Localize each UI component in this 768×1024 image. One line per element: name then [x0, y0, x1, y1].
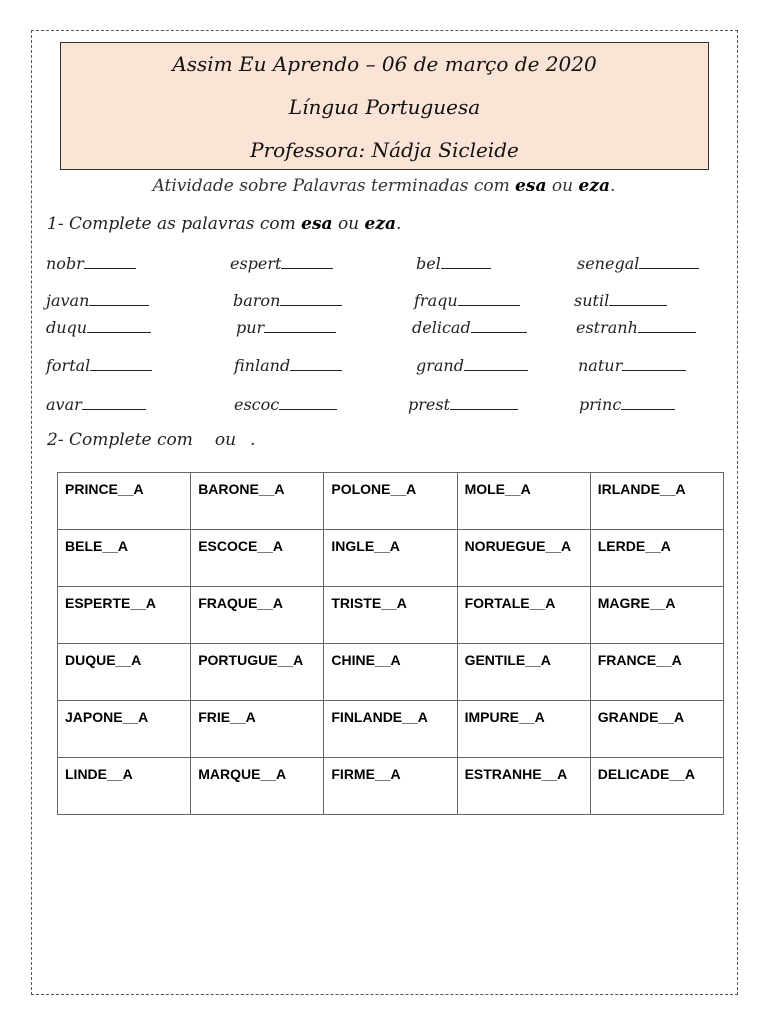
- table-cell: IRLANDE__A: [590, 473, 723, 530]
- activity-subtitle: [0, 176, 768, 196]
- table-cell: GRANDE__A: [590, 701, 723, 758]
- q2-prefix: 2- Complete com: [47, 430, 193, 450]
- table-cell: BELE__A: [58, 530, 191, 587]
- table-row: [58, 758, 724, 815]
- table-cell: MARQUE__A: [191, 758, 324, 815]
- subtitle-suffix: .: [610, 176, 616, 196]
- table-cell: NORUEGUE__A: [457, 530, 590, 587]
- table-cell: GENTILE__A: [457, 644, 590, 701]
- subtitle-middle: ou: [546, 176, 579, 196]
- subtitle-prefix: Atividade sobre Palavras terminadas com: [152, 176, 516, 196]
- word-item: sutil: [574, 291, 667, 310]
- table-cell: IMPURE__A: [457, 701, 590, 758]
- table-cell: ESCOCE__A: [191, 530, 324, 587]
- q1-middle: ou: [332, 214, 365, 234]
- word-table: [57, 472, 724, 815]
- subtitle-esa: esa: [515, 176, 547, 196]
- table-cell: FRANCE__A: [590, 644, 723, 701]
- word-item: avar: [46, 395, 146, 414]
- table-cell: JAPONE__A: [58, 701, 191, 758]
- word-item: prest: [408, 395, 518, 414]
- q1-prefix: 1- Complete as palavras com: [47, 214, 302, 234]
- table-cell: FORTALE__A: [457, 587, 590, 644]
- word-item: fortal: [46, 356, 152, 375]
- word-item: baron: [233, 291, 342, 310]
- word-item: espert: [230, 254, 333, 273]
- table-cell: LINDE__A: [58, 758, 191, 815]
- header-box: [60, 42, 709, 170]
- word-item: delicad: [412, 318, 527, 337]
- word-item: natur: [578, 356, 686, 375]
- word-item: estranh: [576, 318, 696, 337]
- table-cell: FIRME__A: [324, 758, 457, 815]
- word-item: duqu: [46, 318, 151, 337]
- table-row: [58, 530, 724, 587]
- q2-suffix: .: [250, 430, 256, 450]
- table-cell: PORTUGUE__A: [191, 644, 324, 701]
- table-cell: INGLE__A: [324, 530, 457, 587]
- table-cell: LERDE__A: [590, 530, 723, 587]
- table-cell: ESTRANHE__A: [457, 758, 590, 815]
- table-row: [58, 587, 724, 644]
- word-item: pur: [236, 318, 336, 337]
- table-row: [58, 644, 724, 701]
- q1-esa: esa: [301, 214, 333, 234]
- header-subject: Língua Portuguesa: [288, 95, 481, 119]
- table-cell: DUQUE__A: [58, 644, 191, 701]
- table-cell: CHINE__A: [324, 644, 457, 701]
- table-cell: TRISTE__A: [324, 587, 457, 644]
- word-item: senegal: [577, 254, 699, 273]
- table-cell: BARONE__A: [191, 473, 324, 530]
- word-item: javan: [46, 291, 149, 310]
- table-cell: FRIE__A: [191, 701, 324, 758]
- word-item: grand: [416, 356, 528, 375]
- word-item: bel: [416, 254, 491, 273]
- word-item: nobr: [46, 254, 136, 273]
- q2-middle: ou: [214, 430, 237, 450]
- table-row: [58, 473, 724, 530]
- table-cell: FINLANDE__A: [324, 701, 457, 758]
- table-cell: MOLE__A: [457, 473, 590, 530]
- table-cell: ESPERTE__A: [58, 587, 191, 644]
- word-item: princ: [579, 395, 675, 414]
- word-item: escoc: [234, 395, 337, 414]
- q1-suffix: .: [396, 214, 402, 234]
- header-teacher: Professora: Nádja Sicleide: [250, 138, 519, 162]
- subtitle-eza: eza: [578, 176, 611, 196]
- word-item: finland: [234, 356, 342, 375]
- table-cell: DELICADE__A: [590, 758, 723, 815]
- table-cell: POLONE__A: [324, 473, 457, 530]
- table-cell: FRAQUE__A: [191, 587, 324, 644]
- table-cell: MAGRE__A: [590, 587, 723, 644]
- question-2-title: [47, 430, 255, 450]
- header-title: Assim Eu Aprendo – 06 de março de 2020: [172, 52, 597, 76]
- table-cell: PRINCE__A: [58, 473, 191, 530]
- question-1-title: [47, 214, 401, 234]
- word-item: fraqu: [414, 291, 520, 310]
- table-row: [58, 701, 724, 758]
- q1-eza: eza: [364, 214, 397, 234]
